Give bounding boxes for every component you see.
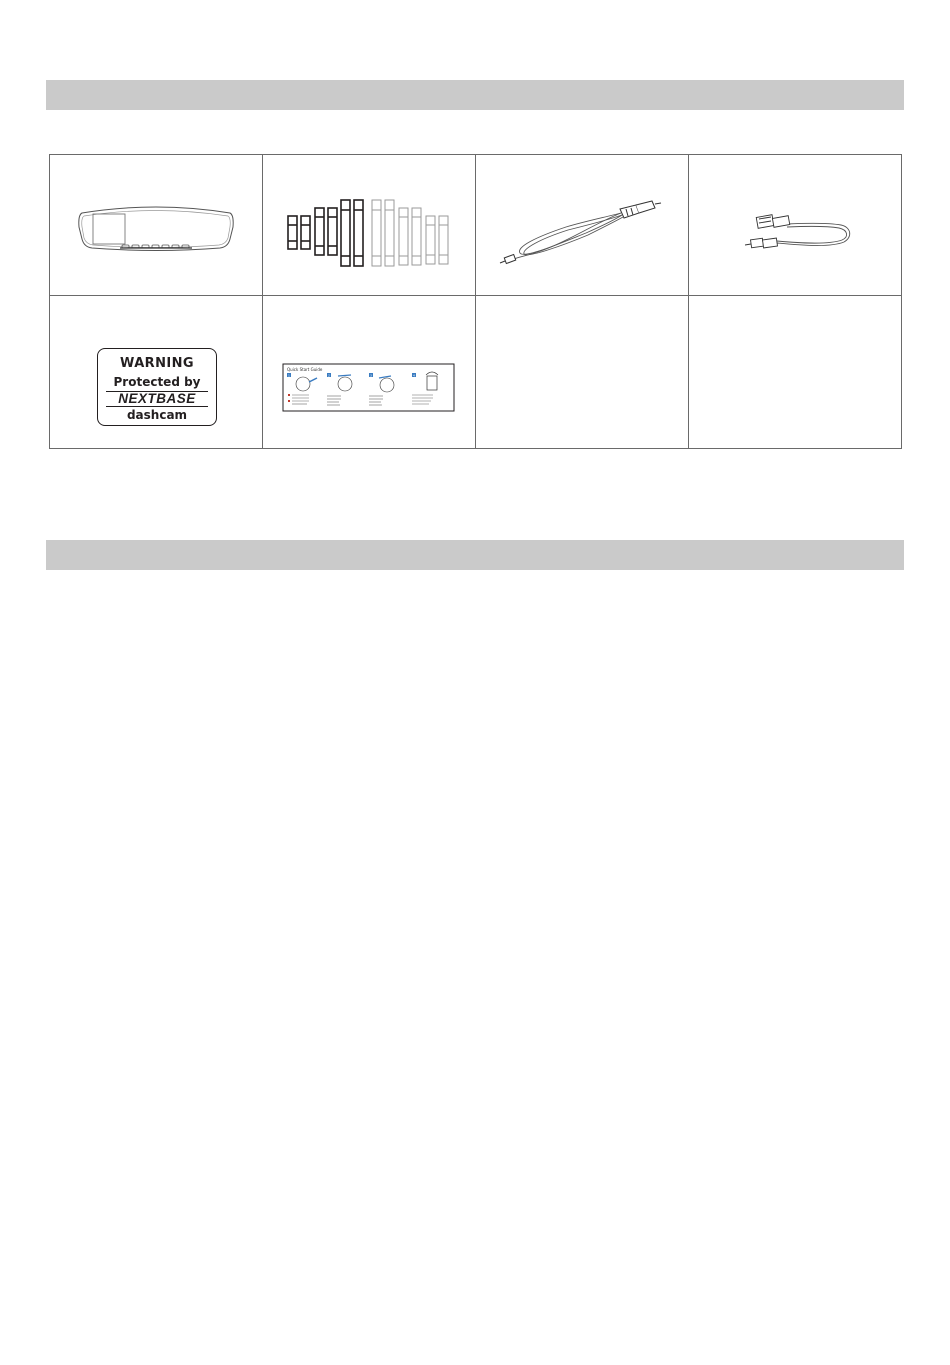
warning-sticker bbox=[97, 348, 217, 426]
item-cell-empty-2 bbox=[689, 296, 901, 448]
car-power-cable-icon bbox=[476, 155, 688, 295]
sticker-brand-logo: NEXTBASE bbox=[106, 391, 208, 407]
svg-text:4: 4 bbox=[413, 373, 415, 378]
usb-cable-icon bbox=[689, 155, 901, 295]
rubber-straps-icon bbox=[263, 155, 475, 295]
item-cell-usb-cable bbox=[689, 155, 901, 296]
item-cell-mirror-dashcam bbox=[50, 155, 263, 296]
sticker-line-1: Protected by bbox=[113, 375, 201, 389]
guide-title: Quick Start Guide bbox=[287, 367, 323, 372]
mirror-dashcam-icon bbox=[50, 155, 262, 295]
item-cell-car-power-cable bbox=[476, 155, 689, 296]
item-cell-empty-1 bbox=[476, 296, 689, 448]
quick-start-guide-icon bbox=[263, 296, 475, 448]
contents-heading-bar bbox=[46, 80, 904, 110]
sticker-title: WARNING bbox=[120, 356, 194, 371]
sticker-line-2: dashcam bbox=[126, 408, 188, 422]
features-heading-bar bbox=[46, 540, 904, 570]
item-cell-quick-start-guide bbox=[263, 296, 476, 448]
item-cell-rubber-straps bbox=[263, 155, 476, 296]
package-contents-grid bbox=[49, 154, 902, 449]
svg-text:2: 2 bbox=[328, 373, 330, 378]
svg-text:1: 1 bbox=[288, 373, 290, 378]
svg-text:3: 3 bbox=[370, 373, 372, 378]
item-cell-window-sticker bbox=[50, 296, 263, 448]
